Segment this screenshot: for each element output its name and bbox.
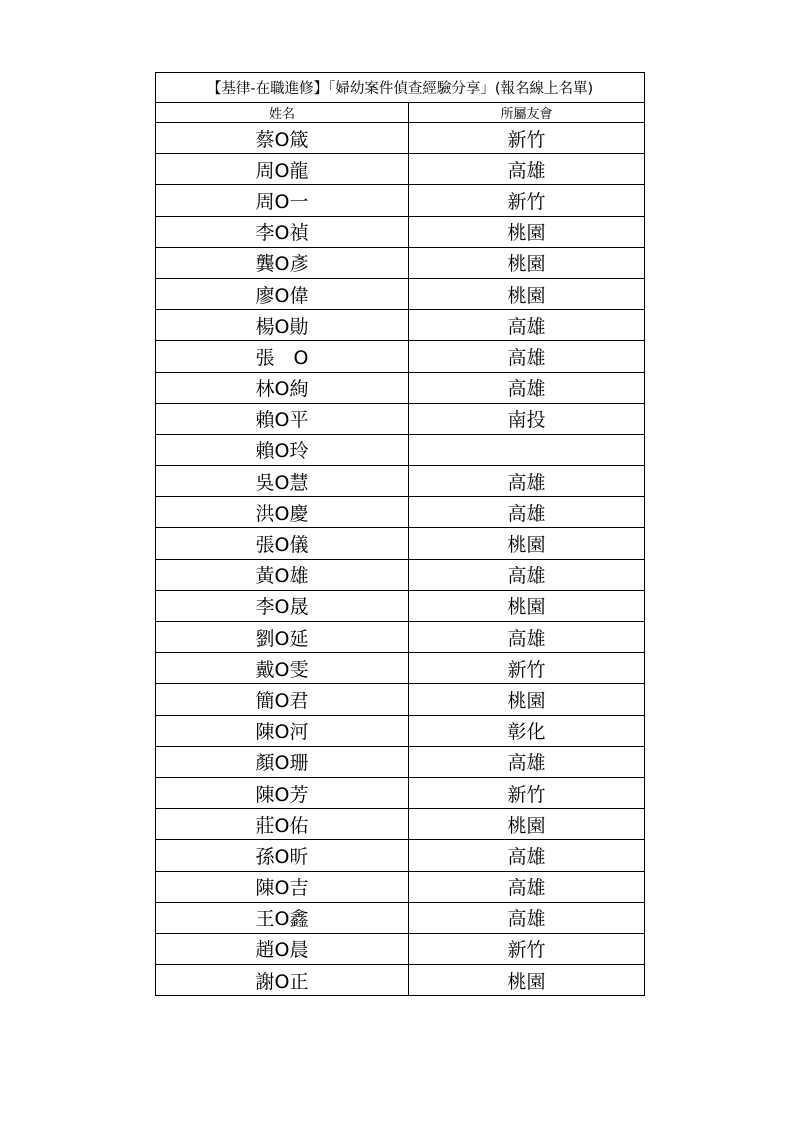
- table-row: [156, 559, 645, 590]
- table-row: [156, 653, 645, 684]
- cell-name: 莊O佑: [156, 809, 409, 840]
- cell-branch: 高雄: [409, 154, 645, 185]
- cell-name: 黃O雄: [156, 559, 409, 590]
- table-row: [156, 247, 645, 278]
- column-header-branch: 所屬友會: [409, 103, 645, 123]
- registration-table: [155, 72, 645, 996]
- cell-name: 戴O雯: [156, 653, 409, 684]
- cell-branch: 高雄: [409, 341, 645, 372]
- cell-name: 蔡O箴: [156, 123, 409, 154]
- table-title: 【基律-在職進修】「婦幼案件偵查經驗分享」(報名線上名單): [156, 73, 645, 103]
- table-row: [156, 840, 645, 871]
- table-row: [156, 278, 645, 309]
- cell-branch: 桃園: [409, 809, 645, 840]
- cell-name: 陳O吉: [156, 871, 409, 902]
- column-header-name: 姓名: [156, 103, 409, 123]
- cell-name: 顏O珊: [156, 746, 409, 777]
- cell-name: 趙O晨: [156, 933, 409, 964]
- table-row: [156, 809, 645, 840]
- cell-name: 賴O平: [156, 403, 409, 434]
- cell-branch: [409, 434, 645, 465]
- table-row: [156, 154, 645, 185]
- table-row: [156, 372, 645, 403]
- cell-name: 賴O玲: [156, 434, 409, 465]
- cell-name: 孫O昕: [156, 840, 409, 871]
- cell-name: 陳O河: [156, 715, 409, 746]
- cell-branch: 新竹: [409, 185, 645, 216]
- table-row: [156, 684, 645, 715]
- cell-branch: 新竹: [409, 777, 645, 808]
- table-row: [156, 466, 645, 497]
- cell-name: 張 O: [156, 341, 409, 372]
- cell-branch: 高雄: [409, 372, 645, 403]
- table-row: [156, 933, 645, 964]
- cell-branch: 桃園: [409, 247, 645, 278]
- cell-branch: 高雄: [409, 902, 645, 933]
- cell-branch: 桃園: [409, 278, 645, 309]
- cell-branch: 桃園: [409, 684, 645, 715]
- cell-branch: 高雄: [409, 840, 645, 871]
- table-body: [156, 123, 645, 996]
- table-row: [156, 777, 645, 808]
- cell-branch: 桃園: [409, 965, 645, 996]
- cell-branch: 高雄: [409, 746, 645, 777]
- cell-branch: 高雄: [409, 497, 645, 528]
- table-row: [156, 590, 645, 621]
- cell-name: 龔O彥: [156, 247, 409, 278]
- cell-name: 李O晟: [156, 590, 409, 621]
- cell-branch: 彰化: [409, 715, 645, 746]
- cell-name: 劉O延: [156, 622, 409, 653]
- cell-name: 楊O勛: [156, 310, 409, 341]
- title-row: [156, 73, 645, 103]
- table-row: [156, 310, 645, 341]
- cell-branch: 高雄: [409, 310, 645, 341]
- cell-name: 林O絢: [156, 372, 409, 403]
- cell-branch: 高雄: [409, 871, 645, 902]
- table-row: [156, 497, 645, 528]
- table-row: [156, 965, 645, 996]
- cell-name: 謝O正: [156, 965, 409, 996]
- cell-branch: 新竹: [409, 933, 645, 964]
- table-row: [156, 185, 645, 216]
- cell-branch: 桃園: [409, 590, 645, 621]
- cell-name: 張O儀: [156, 528, 409, 559]
- cell-branch: 南投: [409, 403, 645, 434]
- table-row: [156, 715, 645, 746]
- table-row: [156, 902, 645, 933]
- header-row: [156, 103, 645, 123]
- table-row: [156, 746, 645, 777]
- cell-branch: 新竹: [409, 653, 645, 684]
- table-row: [156, 434, 645, 465]
- cell-branch: 新竹: [409, 123, 645, 154]
- cell-branch: 高雄: [409, 622, 645, 653]
- cell-name: 洪O慶: [156, 497, 409, 528]
- table-row: [156, 528, 645, 559]
- cell-branch: 高雄: [409, 466, 645, 497]
- cell-branch: 高雄: [409, 559, 645, 590]
- table-row: [156, 123, 645, 154]
- cell-name: 吳O慧: [156, 466, 409, 497]
- cell-name: 廖O偉: [156, 278, 409, 309]
- cell-name: 周O一: [156, 185, 409, 216]
- cell-name: 周O龍: [156, 154, 409, 185]
- cell-branch: 桃園: [409, 216, 645, 247]
- table-row: [156, 622, 645, 653]
- cell-name: 簡O君: [156, 684, 409, 715]
- table-row: [156, 341, 645, 372]
- table-row: [156, 871, 645, 902]
- cell-name: 李O禎: [156, 216, 409, 247]
- cell-name: 王O鑫: [156, 902, 409, 933]
- cell-branch: 桃園: [409, 528, 645, 559]
- cell-name: 陳O芳: [156, 777, 409, 808]
- table-row: [156, 216, 645, 247]
- table-row: [156, 403, 645, 434]
